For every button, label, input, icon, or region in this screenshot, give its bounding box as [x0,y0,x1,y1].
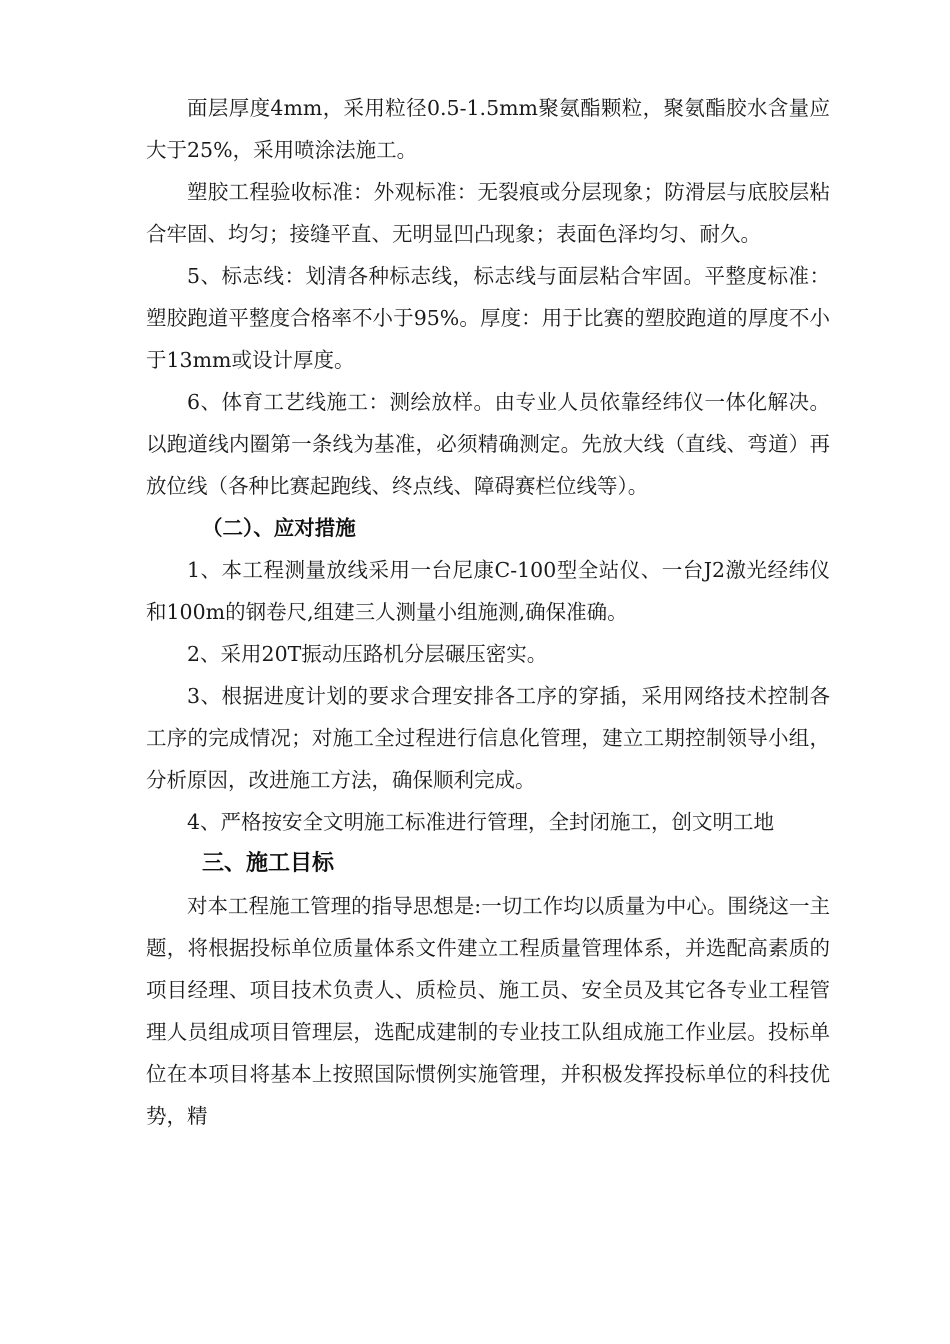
paragraph-sports-process-lines: 6、体育工艺线施工：测绘放样。由专业人员依靠经纬仪一体化解决。以跑道线内圈第一条线为基准，必须精确测定。先放大线（直线、弯道）再放位线（各种比赛起跑线、终点线、障碍赛栏位线等）。 [146,390,830,498]
section-heading-construction-goals: 三、施工目标 [202,851,335,876]
measure-item-3: 3、根据进度计划的要求合理安排各工序的穿插，采用网络技术控制各工序的完成情况；对施工全过程进行信息化管理，建立工期控制领导小组，分析原因，改进施工方法，确保顺利完成。 [146,684,830,792]
paragraph-management-philosophy: 对本工程施工管理的指导思想是:一切工作均以质量为中心。围绕这一主题，将根据投标单位质量体系文件建立工程质量管理体系，并选配高素质的项目经理、项目技术负责人、质检员、施工员、安全员及其它各专业工程管理人员组成项目管理层，选配成建制的专业技工队组成施工作业层。投标单位在本项目将基本上按照国际惯例实施管理，并积极发挥投标单位的科技优势，精 [146,894,830,1128]
paragraph-acceptance-standard: 塑胶工程验收标准：外观标准：无裂痕或分层现象；防滑层与底胶层粘合牢固、均匀；接缝平直、无明显凹凸现象；表面色泽均匀、耐久。 [146,180,830,246]
paragraph-surface-layer: 面层厚度4mm，采用粒径0.5-1.5mm聚氨酯颗粒，聚氨酯胶水含量应大于25%，采用喷涂法施工。 [146,96,830,162]
measure-item-1: 1、本工程测量放线采用一台尼康C-100型全站仪、一台J2激光经纬仪和100m的钢卷尺,组建三人测量小组施测,确保准确。 [146,558,830,624]
measure-item-2: 2、采用20T振动压路机分层碾压密实。 [187,642,548,666]
section-heading-countermeasures: （二）、应对措施 [202,516,356,540]
measure-item-4: 4、严格按安全文明施工标准进行管理，全封闭施工，创文明工地 [187,810,775,834]
paragraph-marking-lines: 5、标志线：划清各种标志线，标志线与面层粘合牢固。平整度标准：塑胶跑道平整度合格率不小于95%。厚度：用于比赛的塑胶跑道的厚度不小于13mm或设计厚度。 [146,264,830,372]
document-body [146,87,830,1137]
